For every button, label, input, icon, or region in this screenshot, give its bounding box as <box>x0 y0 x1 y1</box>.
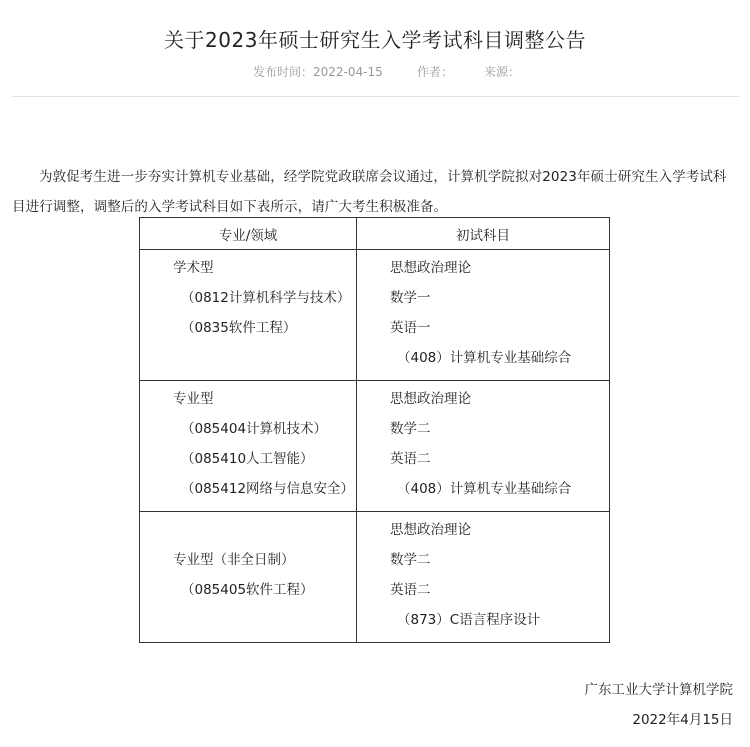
subjects-table <box>139 217 610 643</box>
subject-item: 数学二 <box>390 421 431 437</box>
major-cell <box>140 250 357 381</box>
table-row <box>140 512 610 643</box>
intro-line-2: 目进行调整，调整后的入学考试科目如下表所示，请广大考生积极准备。 <box>12 199 448 215</box>
subject-item: 英语二 <box>390 451 431 467</box>
subject-item: 英语二 <box>390 582 431 598</box>
publish-date: 发布时间：2022-04-15 <box>253 65 383 79</box>
header-major: 专业/领域 <box>140 218 357 250</box>
subjects-cell <box>357 250 610 381</box>
major-code: （085412网络与信息安全） <box>181 481 355 497</box>
table-row <box>140 381 610 512</box>
author-label: 作者： <box>417 65 454 79</box>
subject-item: 思想政治理论 <box>390 391 471 407</box>
subject-item: （873）C语言程序设计 <box>397 612 541 628</box>
major-code: （0812计算机科学与技术） <box>181 290 351 306</box>
intro-line-1: 为敦促考生进一步夯实计算机专业基础，经学院党政联席会议通过，计算机学院拟对2023年硕士研究生入学考试科 <box>39 169 727 185</box>
subjects-cell <box>357 381 610 512</box>
major-code: （0835软件工程） <box>181 320 297 336</box>
subject-item: 英语一 <box>390 320 431 336</box>
major-code: （085410人工智能） <box>181 451 314 467</box>
subject-item: （408）计算机专业基础综合 <box>397 481 572 497</box>
major-code: （085404计算机技术） <box>181 421 328 437</box>
subject-item: 数学一 <box>390 290 431 306</box>
major-type: 学术型 <box>173 260 214 276</box>
subject-item: 思想政治理论 <box>390 260 471 276</box>
major-type: 专业型（非全日制） <box>173 552 295 568</box>
divider <box>12 96 739 97</box>
page-title: 关于2023年硕士研究生入学考试科目调整公告 <box>164 28 586 52</box>
intro-paragraph <box>12 162 736 222</box>
table-header-row <box>140 218 610 250</box>
source-label: 来源： <box>484 65 521 79</box>
major-type: 专业型 <box>173 391 214 407</box>
major-code: （085405软件工程） <box>181 582 314 598</box>
subject-item: 思想政治理论 <box>390 522 471 538</box>
major-cell <box>140 381 357 512</box>
subject-item: 数学二 <box>390 552 431 568</box>
major-cell <box>140 512 357 643</box>
table-row <box>140 250 610 381</box>
subjects-cell <box>357 512 610 643</box>
issue-date: 2022年4月15日 <box>632 712 733 728</box>
subject-item: （408）计算机专业基础综合 <box>397 350 572 366</box>
issuer-signature: 广东工业大学计算机学院 <box>584 682 733 698</box>
header-subjects: 初试科目 <box>357 218 610 250</box>
